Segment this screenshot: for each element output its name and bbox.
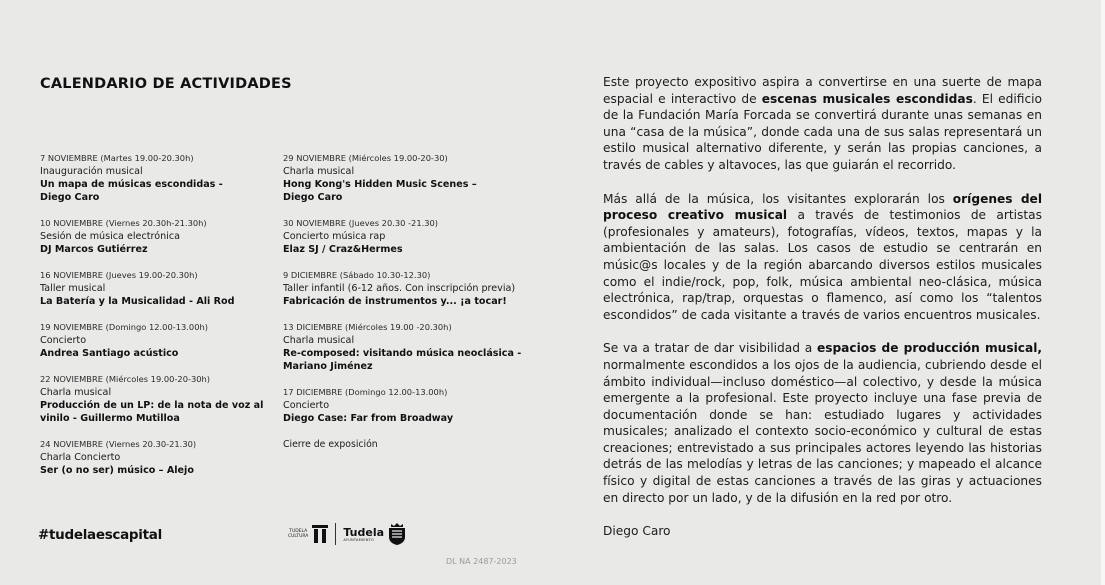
essay-highlight: espacios de producción musical, [816, 341, 1043, 356]
logo-divider [335, 523, 336, 545]
essay-paragraph-1 [603, 74, 1042, 174]
event-type: Charla Concierto [40, 452, 121, 463]
event-type: Sesión de música electrónica [40, 231, 180, 242]
events-column-left [40, 152, 270, 490]
event-title: Ser (o no ser) músico – Alejo [40, 465, 194, 476]
event-item [40, 373, 270, 425]
event-title: Un mapa de músicas escondidas - [40, 179, 223, 190]
event-item [40, 152, 270, 204]
ayuntamiento-logo: Tudela AYUNTAMIENTO [343, 525, 385, 542]
legal-deposit: DL NA 2487-2023 [446, 557, 517, 566]
event-type: Taller infantil (6-12 años. Con inscripción previa) [283, 283, 516, 294]
event-title: Producción de un LP: de la nota de voz al [40, 400, 264, 411]
event-date: 7 NOVIEMBRE (Martes 19.00-20.30h) [40, 153, 194, 163]
event-date: 16 NOVIEMBRE (Jueves 19.00-20.30h) [40, 270, 198, 280]
event-item [283, 321, 543, 373]
essay-signature: Diego Caro [603, 524, 671, 539]
essay-text: Se va a tratar de dar visibilidad a [603, 341, 817, 356]
event-title: Diego Caro [283, 192, 343, 203]
essay-paragraph-2 [603, 191, 1042, 324]
event-type: Inauguración musical [40, 166, 143, 177]
event-type: Taller musical [40, 283, 106, 294]
event-date: 24 NOVIEMBRE (Viernes 20.30-21.30) [40, 439, 197, 449]
event-title: La Batería y la Musicalidad - Ali Rod [40, 296, 235, 307]
city-shield-icon [388, 523, 406, 545]
event-item [283, 217, 543, 256]
event-title: Diego Case: Far from Broadway [283, 413, 454, 424]
event-date: 9 DICIEMBRE (Sábado 10.30-12.30) [283, 270, 431, 280]
event-title: DJ Marcos Gutiérrez [40, 244, 148, 255]
calendar-heading: CALENDARIO DE ACTIVIDADES [40, 76, 292, 92]
essay-text: Este proyecto expositivo aspira a convertirse en una suerte de mapa espacial e interactivo de [603, 75, 1042, 106]
event-date: 10 NOVIEMBRE (Viernes 20.30h-21.30h) [40, 218, 207, 228]
event-date: 13 DICIEMBRE (Miércoles 19.00 -20.30h) [283, 322, 452, 332]
event-date: 17 DICIEMBRE (Domingo 12.00-13.00h) [283, 387, 448, 397]
project-essay [603, 74, 1042, 557]
event-title: Hong Kong's Hidden Music Scenes – [283, 179, 477, 190]
event-date: 22 NOVIEMBRE (Miércoles 19.00-20-30h) [40, 374, 211, 384]
event-item [40, 321, 270, 360]
events-column-middle [283, 152, 543, 451]
event-item [40, 269, 270, 308]
event-type: Charla musical [40, 387, 112, 398]
event-title: Mariano Jiménez [283, 361, 373, 372]
event-type: Charla musical [283, 166, 355, 177]
event-item [283, 152, 543, 204]
essay-text: normalmente escondidos a los ojos de la audiencia, cubriendo desde el ámbito individual—incluso doméstico—al colectivo, y desde la música emergente a la profesional. Este proyecto incluye una fase previa de documentación donde se han: estudiado lugares y actividades musicales; analizado el contexto socio-económico y cultural de estas creaciones; entrevistado a sus principales actores leyendo las historias detrás de las melodías y letras de las canciones; y mapeado el alcance físico y digital de estas canciones a través de las giras y actuaciones en directo por un lado, y de la difusión en la red por otro. [603, 357, 1042, 505]
event-title: vinilo - Guillermo Mutilloa [40, 413, 180, 424]
essay-paragraph-3 [603, 340, 1042, 506]
event-item [283, 386, 543, 425]
tudela-cultura-logo-icon [312, 525, 328, 543]
exhibition-closing: Cierre de exposición [283, 439, 378, 450]
essay-highlight: escenas musicales escondidas [761, 91, 973, 106]
event-title: Andrea Santiago acústico [40, 348, 179, 359]
event-type: Concierto [283, 400, 330, 411]
essay-text: Más allá de la música, los visitantes explorarán los [603, 191, 953, 206]
page-edge [1101, 0, 1105, 585]
event-date: 30 NOVIEMBRE (Jueves 20.30 -21.30) [283, 218, 439, 228]
event-title: Diego Caro [40, 192, 100, 203]
essay-highlight: orígenes del proceso creativo musical [603, 191, 1042, 223]
event-title: Re-composed: visitando música neoclásica - [283, 348, 522, 359]
event-title: Fabricación de instrumentos y... ¡a tocar! [283, 296, 507, 307]
essay-text: . El edificio de la Fundación María Forcada se convertirá durante unas semanas en una “casa de la música”, donde cada una de sus salas representará un estilo musical alternativo diferente, y serán las propias canciones, a través de cables y altavoces, las que guiarán el recorrido. [603, 91, 1042, 172]
event-type: Charla musical [283, 335, 355, 346]
event-date: 19 NOVIEMBRE (Domingo 12.00-13.00h) [40, 322, 208, 332]
essay-text: a través de testimonios de artistas (profesionales y amateurs), fotografías, vídeos, textos, mapas y la ambientación de las salas. Los casos de estudio se centrarán en músic@s locales y de la región abarcando diversos estilos musicales como el indie/rock, pop, folk, música ambiental neo-clásica, música electrónica, rap/trap, orquestas o flamenco, así como los “talentos escondidos” de cada visitante a través de varios encuentros musicales. [603, 208, 1042, 322]
event-type: Concierto música rap [283, 231, 386, 242]
event-title: Elaz SJ / Craz&Hermes [283, 244, 403, 255]
tudela-cultura-label: TUDELA CULTURA [288, 529, 309, 539]
footer-logos [288, 521, 406, 547]
hashtag-logo: #tudelaescapital [38, 527, 162, 543]
event-date: 29 NOVIEMBRE (Miércoles 19.00-20-30) [283, 153, 448, 163]
event-item [40, 438, 270, 477]
event-type: Concierto [40, 335, 87, 346]
event-item [283, 269, 543, 308]
event-item [40, 217, 270, 256]
